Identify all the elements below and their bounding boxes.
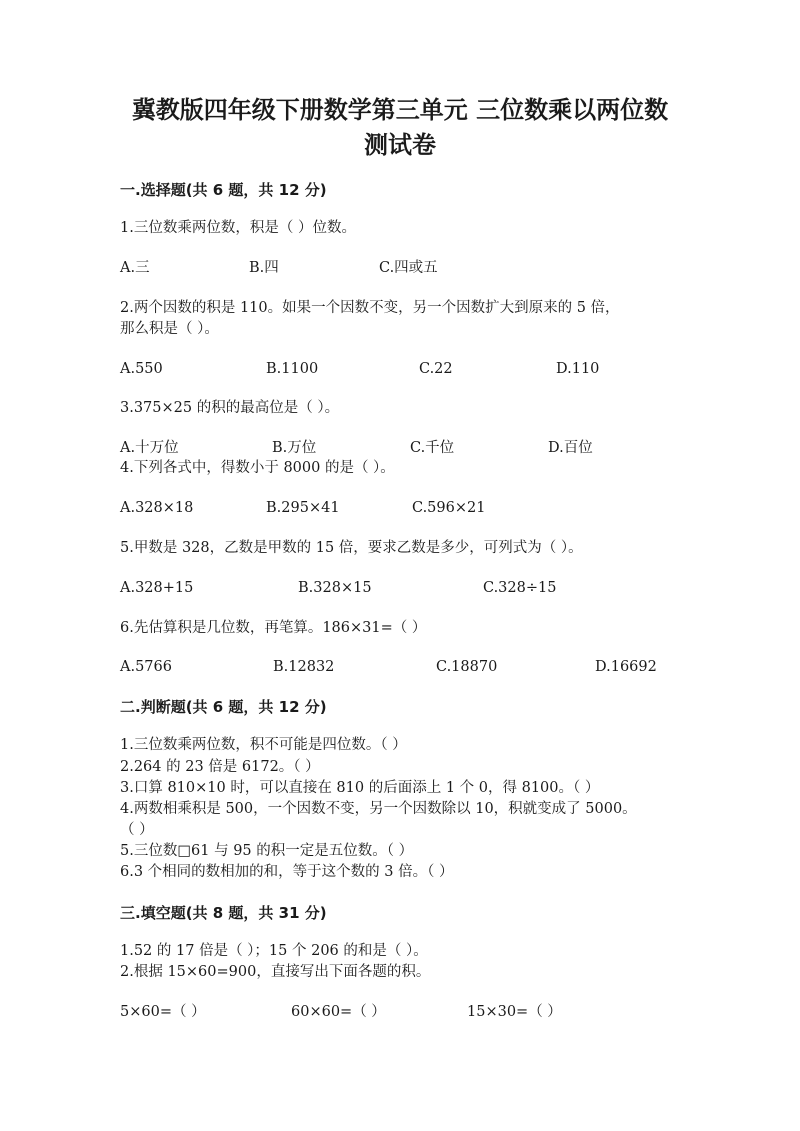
option-c: C.596×21 bbox=[412, 500, 486, 516]
option-c: C.22 bbox=[419, 361, 453, 377]
option-a: A.328×18 bbox=[120, 500, 194, 516]
judge-item: 5.三位数□61 与 95 的积一定是五位数。（ ） bbox=[120, 843, 414, 859]
option-c: C.328÷15 bbox=[483, 580, 557, 596]
judge-item: 4.两数相乘积是 500，一个因数不变，另一个因数除以 10，积就变成了 5000。 bbox=[120, 801, 637, 817]
option-c: C.18870 bbox=[436, 659, 498, 675]
option-a: A.5766 bbox=[120, 659, 172, 675]
judge-item-continued: （ ） bbox=[120, 822, 154, 838]
fill-subitem: 15×30=（ ） bbox=[467, 1004, 562, 1020]
option-d: D.百位 bbox=[548, 440, 593, 456]
judge-item: 2.264 的 23 倍是 6172。（ ） bbox=[120, 759, 320, 775]
option-c: C.千位 bbox=[410, 440, 455, 456]
option-b: B.328×15 bbox=[298, 580, 372, 596]
judge-item: 1.三位数乘两位数，积不可能是四位数。（ ） bbox=[120, 737, 407, 753]
option-b: B.12832 bbox=[273, 659, 335, 675]
option-b: B.万位 bbox=[272, 440, 317, 456]
fill-subitem: 5×60=（ ） bbox=[120, 1004, 206, 1020]
question-stem-continued: 那么积是（ ）。 bbox=[120, 321, 219, 337]
title-line-1: 冀教版四年级下册数学第三单元 三位数乘以两位数 bbox=[131, 96, 669, 124]
section-heading-fill: 三.填空题(共 8 题，共 31 分) bbox=[120, 904, 327, 922]
option-b: B.四 bbox=[249, 260, 279, 276]
question-stem: 3.375×25 的积的最高位是（ ）。 bbox=[120, 400, 340, 416]
question-stem: 4.下列各式中，得数小于 8000 的是（ ）。 bbox=[120, 460, 395, 476]
option-b: B.295×41 bbox=[266, 500, 340, 516]
option-a: A.十万位 bbox=[120, 440, 179, 456]
option-a: A.328+15 bbox=[120, 580, 194, 596]
fill-subitem: 60×60=（ ） bbox=[291, 1004, 386, 1020]
section-heading-choice: 一.选择题(共 6 题，共 12 分) bbox=[120, 181, 327, 199]
judge-item: 6.3 个相同的数相加的和，等于这个数的 3 倍。（ ） bbox=[120, 864, 454, 880]
title-line-2: 测试卷 bbox=[364, 131, 436, 159]
option-a: A.三 bbox=[120, 260, 150, 276]
fill-item: 2.根据 15×60=900，直接写出下面各题的积。 bbox=[120, 964, 431, 980]
option-b: B.1100 bbox=[266, 361, 319, 377]
judge-item: 3.口算 810×10 时，可以直接在 810 的后面添上 1 个 0，得 8100。（ ） bbox=[120, 780, 600, 796]
question-stem: 1.三位数乘两位数，积是（ ）位数。 bbox=[120, 220, 356, 236]
option-a: A.550 bbox=[120, 361, 163, 377]
section-heading-judge: 二.判断题(共 6 题，共 12 分) bbox=[120, 698, 327, 716]
option-c: C.四或五 bbox=[379, 260, 438, 276]
option-d: D.110 bbox=[556, 361, 600, 377]
option-d: D.16692 bbox=[595, 659, 657, 675]
question-stem: 6.先估算积是几位数，再笔算。186×31=（ ） bbox=[120, 620, 427, 636]
question-stem: 5.甲数是 328，乙数是甲数的 15 倍，要求乙数是多少，可列式为（ ）。 bbox=[120, 540, 583, 556]
question-stem: 2.两个因数的积是 110。如果一个因数不变，另一个因数扩大到原来的 5 倍， bbox=[120, 300, 620, 316]
fill-item: 1.52 的 17 倍是（ ）；15 个 206 的和是（ ）。 bbox=[120, 943, 428, 959]
